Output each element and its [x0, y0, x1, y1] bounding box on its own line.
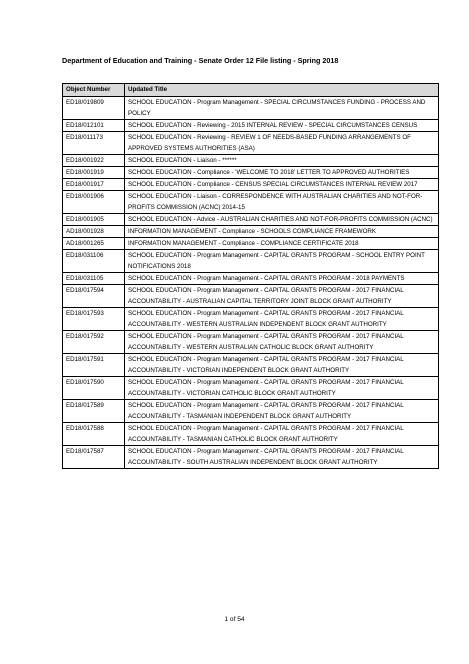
table-header-row: [63, 84, 439, 97]
object-number-cell: ED18/017590: [63, 377, 125, 400]
object-number-cell: ED18/031106: [63, 250, 125, 273]
table-row: [63, 167, 439, 179]
object-number-cell: AD18/001265: [63, 238, 125, 250]
updated-title-cell: INFORMATION MANAGEMENT - Compliance - COMPLIANCE CERTIFICATE 2018: [125, 238, 439, 250]
document-title: Department of Education and Training - Senate Order 12 File listing - Spring 2018: [62, 56, 339, 65]
table-row: [63, 97, 439, 120]
object-number-cell: ED18/017592: [63, 331, 125, 354]
updated-title-cell: SCHOOL EDUCATION - Program Management - SPECIAL CIRCUMSTANCES FUNDING - PROCESS AND POLICY: [125, 97, 439, 120]
object-number-cell: ED18/001906: [63, 191, 125, 214]
column-header-object-number: Object Number: [63, 84, 125, 97]
object-number-cell: ED18/001917: [63, 179, 125, 191]
updated-title-cell: SCHOOL EDUCATION - Liaison - CORRESPONDENCE WITH AUSTRALIAN CHARITIES AND NOT-FOR-PROFITS COMMISSION (ACNC) 2014-15: [125, 191, 439, 214]
updated-title-cell: SCHOOL EDUCATION - Program Management - CAPITAL GRANTS PROGRAM - 2017 FINANCIAL ACCOUNTABILITY - WESTERN AUSTRALIAN INDEPENDENT BLOCK GRANT AUTHORITY: [125, 308, 439, 331]
object-number-cell: ED18/031105: [63, 273, 125, 285]
updated-title-cell: SCHOOL EDUCATION - Program Management - CAPITAL GRANTS PROGRAM - 2017 FINANCIAL ACCOUNTABILITY - VICTORIAN CATHOLIC BLOCK GRANT AUTHORITY: [125, 377, 439, 400]
table-row: [63, 331, 439, 354]
updated-title-cell: SCHOOL EDUCATION - Advice - AUSTRALIAN CHARITIES AND NOT-FOR-PROFITS COMMISSION (ACNC): [125, 214, 439, 226]
table-row: [63, 132, 439, 155]
object-number-cell: ED18/017591: [63, 354, 125, 377]
object-number-cell: ED18/017588: [63, 423, 125, 446]
object-number-cell: ED18/017593: [63, 308, 125, 331]
page-number: 1 of 54: [224, 616, 245, 623]
table-row: [63, 238, 439, 250]
updated-title-cell: SCHOOL EDUCATION - Program Management - CAPITAL GRANTS PROGRAM - 2017 FINANCIAL ACCOUNTABILITY - AUSTRALIAN CAPITAL TERRITORY JOINT BLOCK GRANT AUTHORITY: [125, 285, 439, 308]
table-row: [63, 250, 439, 273]
table-row: [63, 155, 439, 167]
object-number-cell: ED18/019809: [63, 97, 125, 120]
table-row: [63, 423, 439, 446]
file-listing-table: [62, 83, 439, 469]
updated-title-cell: SCHOOL EDUCATION - Compliance - 'WELCOME TO 2018' LETTER TO APPROVED AUTHORITIES: [125, 167, 439, 179]
table-row: [63, 377, 439, 400]
object-number-cell: ED18/001919: [63, 167, 125, 179]
updated-title-cell: SCHOOL EDUCATION - Reviewing - 2015 INTERNAL REVIEW - SPECIAL CIRCUMSTANCES CENSUS: [125, 120, 439, 132]
table-row: [63, 191, 439, 214]
updated-title-cell: SCHOOL EDUCATION - Program Management - CAPITAL GRANTS PROGRAM - 2017 FINANCIAL ACCOUNTABILITY - TASMANIAN CATHOLIC BLOCK GRANT AUTHORITY: [125, 423, 439, 446]
table-row: [63, 226, 439, 238]
object-number-cell: AD18/001928: [63, 226, 125, 238]
updated-title-cell: SCHOOL EDUCATION - Liaison - ******: [125, 155, 439, 167]
updated-title-cell: SCHOOL EDUCATION - Program Management - CAPITAL GRANTS PROGRAM - 2017 FINANCIAL ACCOUNTABILITY - TASMANIAN INDEPENDENT BLOCK GRANT AUTHORITY: [125, 400, 439, 423]
updated-title-cell: SCHOOL EDUCATION - Compliance - CENSUS SPECIAL CIRCUMSTANCES INTERNAL REVIEW 2017: [125, 179, 439, 191]
table-row: [63, 285, 439, 308]
table-row: [63, 214, 439, 226]
updated-title-cell: INFORMATION MANAGEMENT - Compliance - SCHOOLS COMPLIANCE FRAMEWORK: [125, 226, 439, 238]
object-number-cell: ED18/001905: [63, 214, 125, 226]
updated-title-cell: SCHOOL EDUCATION - Program Management - CAPITAL GRANTS PROGRAM - 2018 PAYMENTS: [125, 273, 439, 285]
object-number-cell: ED18/012101: [63, 120, 125, 132]
object-number-cell: ED18/017587: [63, 446, 125, 469]
table-row: [63, 354, 439, 377]
table-row: [63, 400, 439, 423]
column-header-updated-title: Updated Title: [125, 84, 439, 97]
table-row: [63, 179, 439, 191]
object-number-cell: ED18/001922: [63, 155, 125, 167]
updated-title-cell: SCHOOL EDUCATION - Program Management - CAPITAL GRANTS PROGRAM - 2017 FINANCIAL ACCOUNTABILITY - WESTERN AUSTRALIAN CATHOLIC BLOCK GRANT AUTHORITY: [125, 331, 439, 354]
updated-title-cell: SCHOOL EDUCATION - Program Management - CAPITAL GRANTS PROGRAM - 2017 FINANCIAL ACCOUNTABILITY - SOUTH AUSTRALIAN INDEPENDENT BLOCK GRANT AUTHORITY: [125, 446, 439, 469]
object-number-cell: ED18/011173: [63, 132, 125, 155]
updated-title-cell: SCHOOL EDUCATION - Reviewing - REVIEW 1 OF NEEDS-BASED FUNDING ARRANGEMENTS OF APPROVED SYSTEMS AUTHORITIES (ASA): [125, 132, 439, 155]
object-number-cell: ED18/017594: [63, 285, 125, 308]
updated-title-cell: SCHOOL EDUCATION - Program Management - CAPITAL GRANTS PROGRAM - 2017 FINANCIAL ACCOUNTABILITY - VICTORIAN INDEPENDENT BLOCK GRANT AUTHORITY: [125, 354, 439, 377]
object-number-cell: ED18/017589: [63, 400, 125, 423]
table-row: [63, 120, 439, 132]
table-row: [63, 446, 439, 469]
table-row: [63, 308, 439, 331]
table-row: [63, 273, 439, 285]
updated-title-cell: SCHOOL EDUCATION - Program Management - CAPITAL GRANTS PROGRAM - SCHOOL ENTRY POINT NOTIFICATIONS 2018: [125, 250, 439, 273]
